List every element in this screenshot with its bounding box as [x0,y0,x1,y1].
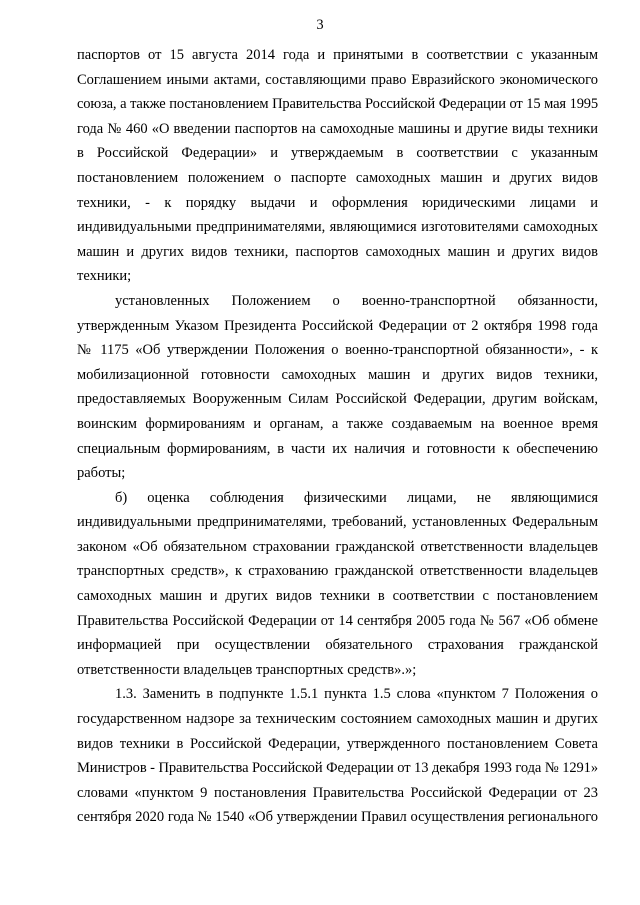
text-line: словами «пунктом 9 постановления Правительства Российской Федерации от 23 [77,784,598,801]
text-line: сентября 2020 года № 1540 «Об утверждении Правил осуществления регионального [77,809,598,826]
text-line: ответственности владельцев транспортных средств».»; [77,661,417,678]
text-line: мобилизационной готовности самоходных машин и других видов техники, [77,366,598,383]
text-line: утвержденным Указом Президента Российской Федерации от 2 октября 1998 года [77,317,598,334]
paragraph-item-b [77,486,598,683]
text-line: индивидуальными предпринимателями, требований, установленных Федеральным [77,514,598,531]
text-line: информацией при осуществлении обязательного страхования гражданской [77,637,598,654]
text-line: паспортов от 15 августа 2014 года и принятыми в соответствии с указанным [77,47,598,63]
text-line: индивидуальными предпринимателями, являющимися изготовителями самоходных [77,219,598,236]
text-line: Правительства Российской Федерации от 14 сентября 2005 года № 567 «Об обмене [77,612,598,629]
text-line: машин и других видов техники, паспортов самоходных машин и других видов [77,243,598,260]
text-line: специальным формированиям, в части их наличия и готовности к обеспечению [77,440,598,457]
text-line: воинским формированиям и органам, а также создаваемым на военное время [77,415,598,432]
text-line: 1.3. Заменить в подпункте 1.5.1 пункта 1.5 слова «пунктом 7 Положения о [115,686,598,703]
text-line: видов техники в Российской Федерации, утвержденного постановлением Совета [77,735,598,752]
text-line: союза, а также постановлением Правительства Российской Федерации от 15 мая 1995 [77,96,598,113]
text-line: техники, - к порядку выдачи и оформления юридическими лицами и [77,194,598,211]
text-line: № 1175 «Об утверждении Положения о военно-транспортной обязанности», - к [77,342,598,359]
text-line: работы; [77,465,126,482]
text-line: установленных Положением о военно-транспортной обязанности, [115,292,598,309]
text-line: в Российской Федерации» и утверждаемым в соответствии с указанным [77,145,598,162]
text-line: постановлением положением о паспорте самоходных машин и других видов [77,169,598,186]
paragraph-military-transport [77,289,598,486]
page-number: 3 [316,17,324,33]
paragraph-1-3 [77,682,598,830]
text-line: законом «Об обязательном страховании гражданской ответственности владельцев [77,538,598,555]
paragraph-passports [77,43,598,289]
text-line: предоставляемых Вооруженным Силам Российской Федерации, другим войскам, [77,391,598,408]
text-line: года № 460 «О введении паспортов на самоходные машины и другие виды техники [77,120,598,137]
text-line: б) оценка соблюдения физическими лицами, не являющимися [115,489,598,506]
text-line: самоходных машин и других видов техники в соответствии с постановлением [77,588,598,605]
text-line: государственном надзоре за техническим состоянием самоходных машин и других [77,711,598,728]
text-line: Министров - Правительства Российской Федерации от 13 декабря 1993 года № 1291» [77,760,598,777]
text-line: техники; [77,268,132,285]
text-line: транспортных средств», к страхованию гражданской ответственности владельцев [77,563,598,580]
text-line: Соглашением иными актами, составляющими право Евразийского экономического [77,71,598,88]
document-body [77,43,598,830]
